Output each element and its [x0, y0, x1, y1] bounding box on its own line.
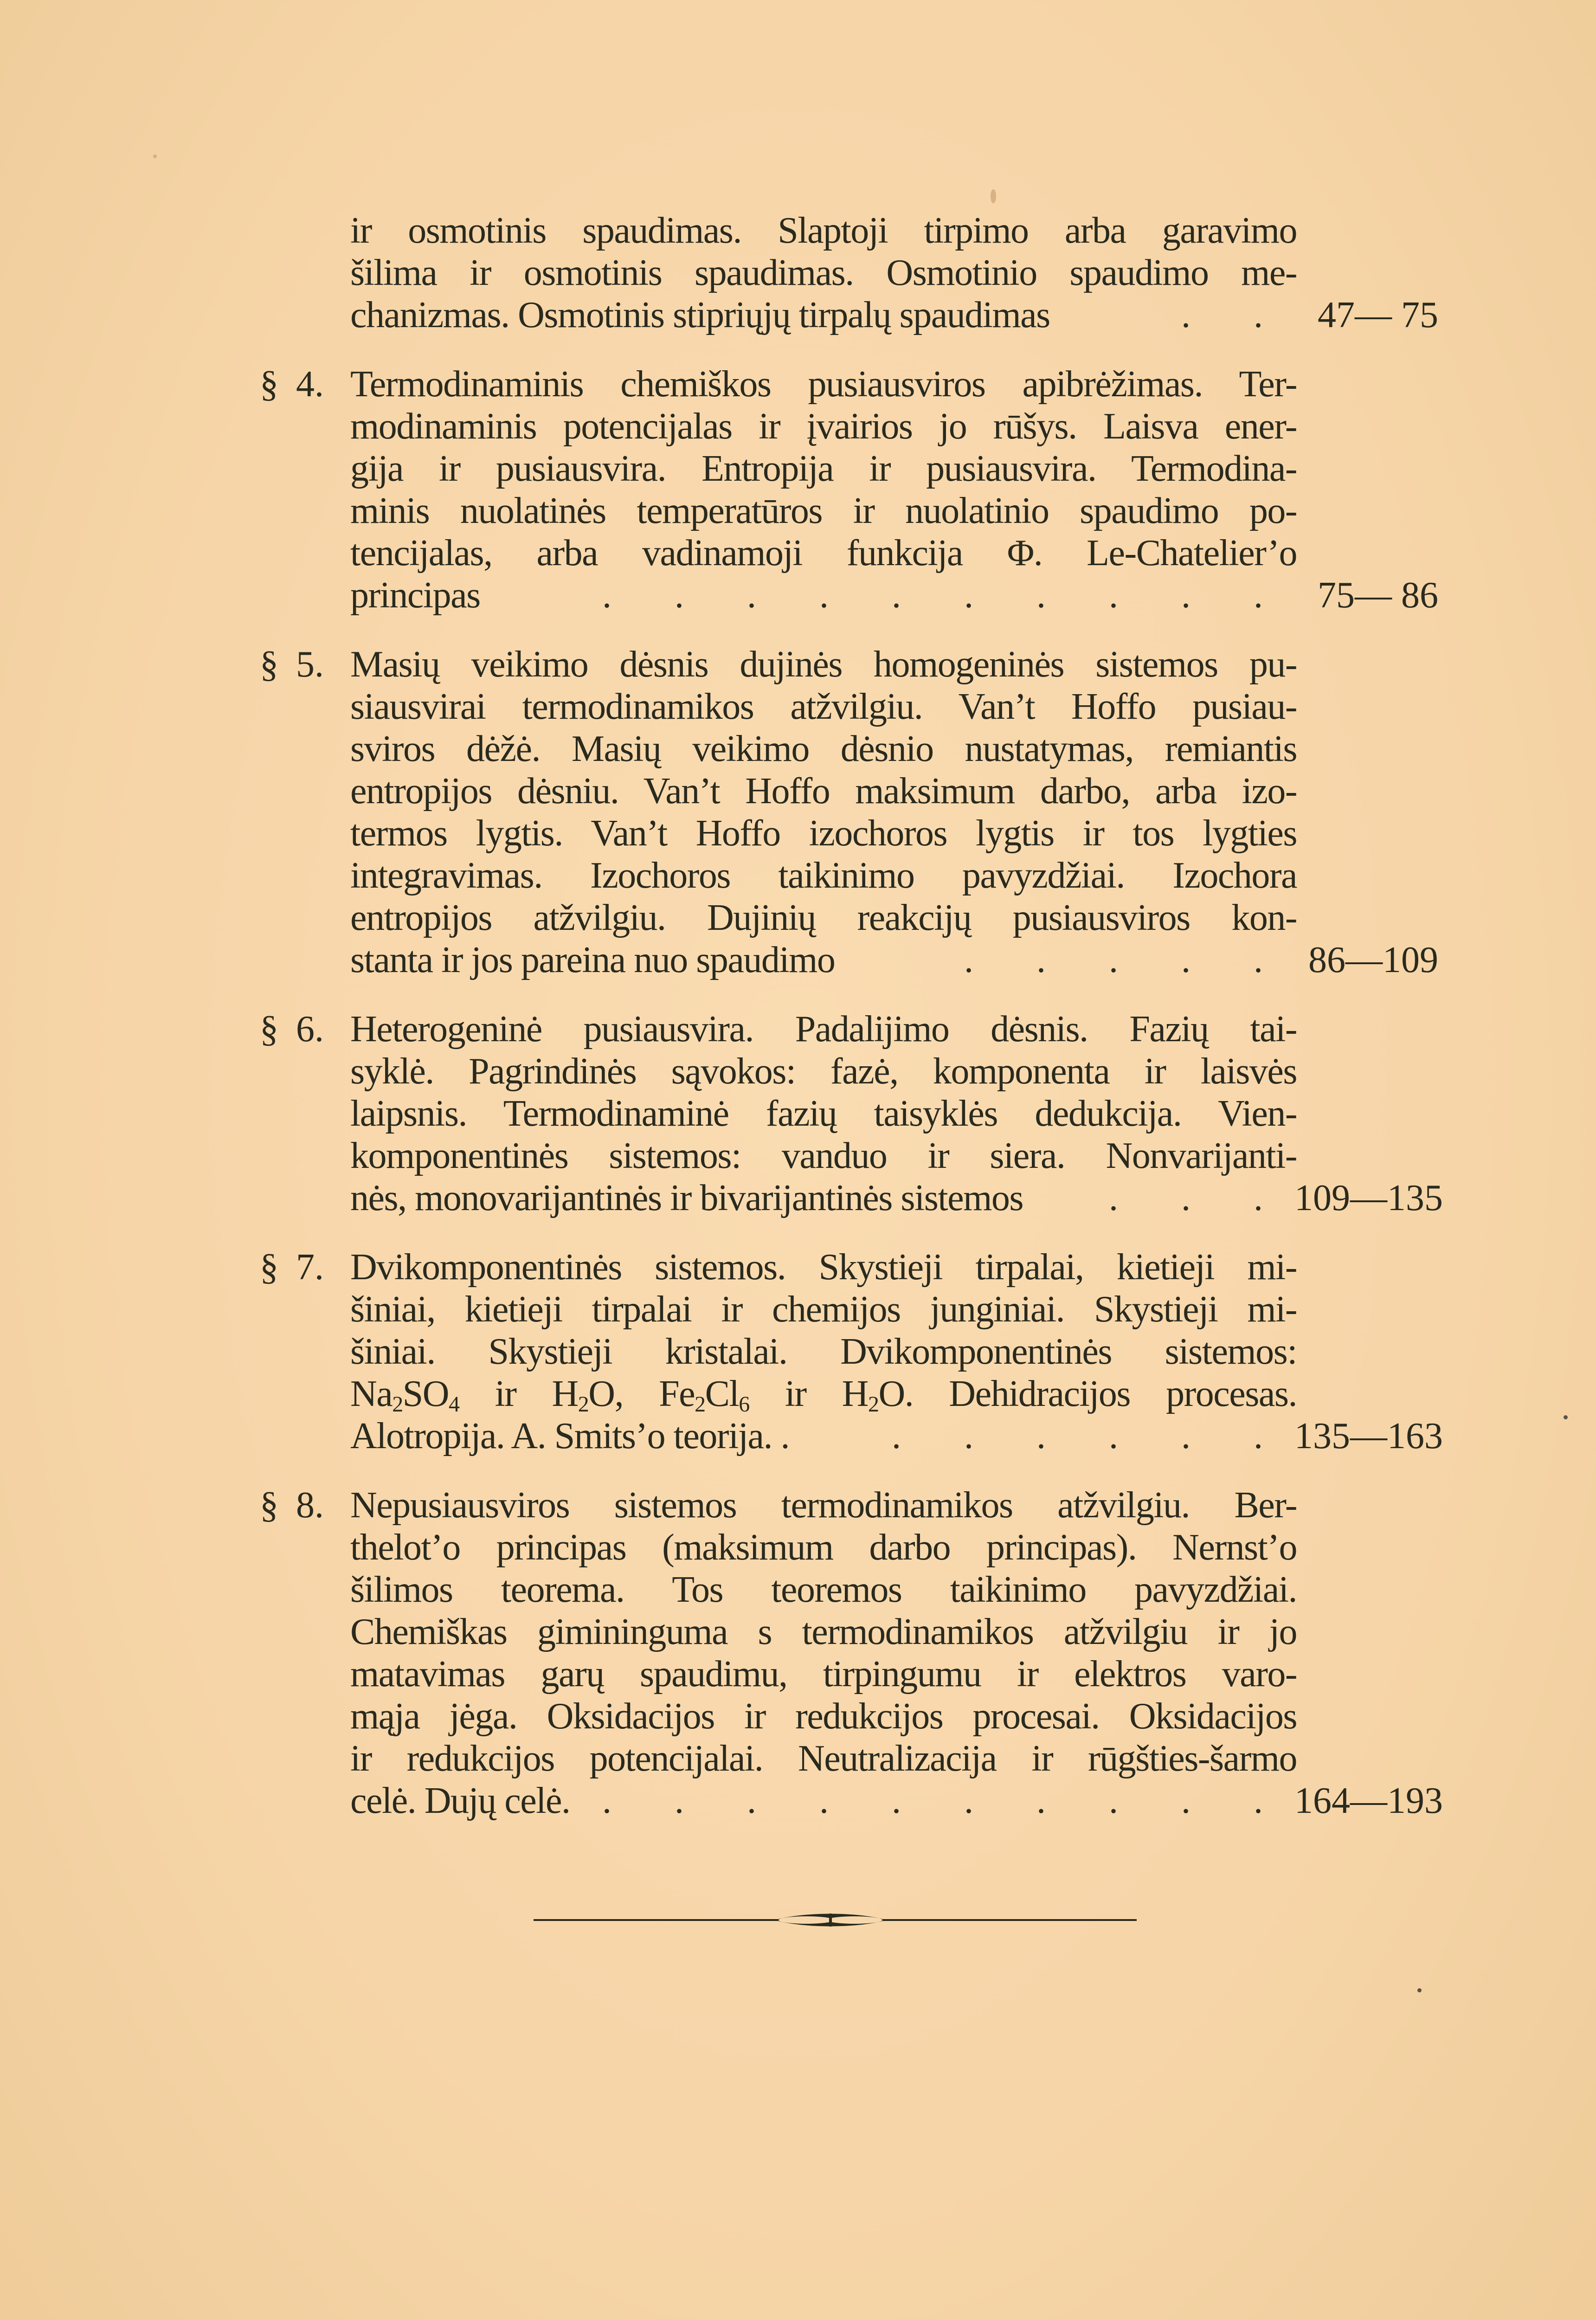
entry-last-line — [350, 294, 1438, 336]
section-symbol: § — [260, 364, 278, 405]
toc-entry-section-5 — [260, 644, 1438, 981]
paper-stain — [153, 155, 157, 158]
entry-line: syklė. Pagrindinės sąvokos: fazė, komponenta ir laisvės — [350, 1051, 1297, 1092]
leader-dots: . . . — [1109, 1178, 1290, 1218]
subscript: 2 — [695, 1392, 705, 1417]
section-symbol: § — [260, 644, 278, 685]
formula-text: ir H — [459, 1373, 578, 1414]
subscript: 2 — [578, 1392, 589, 1417]
entry-text — [350, 1008, 1443, 1219]
section-marker — [260, 644, 348, 686]
entry-line: integravimas. Izochoros taikinimo pavyzdžiai. Izochora — [350, 855, 1297, 896]
paper-stain — [991, 189, 996, 203]
section-number: 7. — [296, 1247, 324, 1288]
section-symbol: § — [260, 1009, 278, 1050]
entry-line: gija ir pusiausvira. Entropija ir pusiausvira. Termodina- — [350, 448, 1297, 489]
entry-last-line — [350, 1415, 1443, 1457]
entry-line: minis nuolatinės temperatūros ir nuolatinio spaudimo po- — [350, 490, 1297, 531]
entry-line: entropijos dėsniu. Van’t Hoffo maksimum darbo, arba izo- — [350, 771, 1297, 812]
entry-line: modinaminis potencijalas ir įvairios jo rūšys. Laisva ener- — [350, 406, 1297, 447]
entry-line: matavimas garų spaudimu, tirpingumu ir elektros varo- — [350, 1654, 1297, 1695]
toc-entry-section-8 — [260, 1484, 1443, 1822]
entry-last-line — [350, 1177, 1443, 1219]
entry-last-line — [350, 939, 1438, 981]
paper-stain — [1417, 1988, 1422, 1992]
subscript: 4 — [449, 1392, 459, 1417]
section-symbol: § — [260, 1485, 278, 1526]
table-of-contents — [260, 210, 1443, 1822]
entry-line-text: celė. Dujų celė. — [350, 1780, 570, 1821]
entry-line: ir redukcijos potencijalai. Neutralizacija ir rūgšties-šarmo — [350, 1738, 1297, 1779]
entry-last-line — [350, 574, 1438, 617]
formula-text: Na — [350, 1373, 393, 1414]
section-number: 6. — [296, 1009, 324, 1050]
entry-line: šilimos teorema. Tos teoremos taikinimo pavyzdžiai. — [350, 1569, 1297, 1610]
entry-line-text: nės, monovarijantinės ir bivarijantinės sistemos — [350, 1178, 1023, 1218]
section-number: 8. — [296, 1485, 324, 1526]
toc-entry-section-4 — [260, 363, 1438, 617]
entry-line-text: Alotropija. A. Smits’o teorija. . — [350, 1416, 789, 1456]
entry-line: tencijalas, arba vadinamoji funkcija Φ. Le-Chatelier’o — [350, 533, 1297, 574]
entry-text — [350, 1246, 1443, 1457]
entry-text — [350, 1484, 1443, 1822]
leader-dots: . . . . . . . . . . — [602, 575, 1290, 616]
formula-text: O. Dehidracijos procesas. — [878, 1373, 1297, 1414]
entry-last-line — [350, 1780, 1443, 1822]
section-marker — [260, 1008, 348, 1050]
entry-line: ir osmotinis spaudimas. Slaptoji tirpimo arba garavimo — [350, 210, 1297, 251]
toc-entry-section-7 — [260, 1246, 1443, 1457]
formula-text: SO — [402, 1373, 449, 1414]
entry-line: Heterogeninė pusiausvira. Padalijimo dėsnis. Fazių tai- — [350, 1009, 1297, 1050]
subscript: 2 — [392, 1392, 403, 1417]
entry-line: siausvirai termodinamikos atžvilgiu. Van’t Hoffo pusiau- — [350, 686, 1297, 727]
page-range: 109—135 — [1294, 1178, 1443, 1218]
toc-entry-section-6 — [260, 1008, 1443, 1219]
entry-line: mąja jėga. Oksidacijos ir redukcijos procesai. Oksidacijos — [350, 1696, 1297, 1737]
entry-line: thelot’o principas (maksimum darbo principas). Nernst’o — [350, 1527, 1297, 1568]
toc-entry-continuation — [260, 210, 1438, 336]
subscript: 2 — [868, 1392, 879, 1417]
entry-line-text: stanta ir jos pareina nuo spaudimo — [350, 940, 835, 980]
section-number: 4. — [296, 364, 324, 405]
formula-line — [350, 1373, 1297, 1415]
section-marker — [260, 1246, 348, 1289]
entry-text — [350, 644, 1438, 981]
leader-dots: . . . . . — [964, 940, 1290, 980]
formula-text: O, Fe — [588, 1373, 695, 1414]
section-symbol: § — [260, 1247, 278, 1288]
formula-text: Cl — [705, 1373, 739, 1414]
entry-line: Nepusiausviros sistemos termodinamikos atžvilgiu. Ber- — [350, 1485, 1297, 1526]
entry-text — [350, 210, 1438, 336]
entry-line: komponentinės sistemos: vanduo ir siera. Nonvarijanti- — [350, 1135, 1297, 1176]
section-marker — [260, 363, 348, 406]
paper-stain — [1564, 1415, 1568, 1419]
page-range: 164—193 — [1294, 1780, 1443, 1821]
entry-line-text: chanizmas. Osmotinis stipriųjų tirpalų spaudimas — [350, 295, 1050, 335]
leader-dots: . . . . . . — [892, 1416, 1290, 1456]
entry-line: entropijos atžvilgiu. Dujinių reakcijų pusiausviros kon- — [350, 897, 1297, 938]
entry-text — [350, 363, 1438, 617]
page-range: 135—163 — [1294, 1416, 1443, 1456]
entry-line: termos lygtis. Van’t Hoffo izochoros lygtis ir tos lygties — [350, 813, 1297, 854]
subscript: 6 — [739, 1392, 749, 1417]
page-range: 75— 86 — [1318, 575, 1438, 616]
section-number: 5. — [296, 644, 324, 685]
page-range: 86—109 — [1308, 940, 1438, 980]
entry-line: Dvikomponentinės sistemos. Skystieji tirpalai, kietieji mi- — [350, 1247, 1297, 1288]
entry-line: Termodinaminis chemiškos pusiausviros apibrėžimas. Ter- — [350, 364, 1297, 405]
page-range: 47— 75 — [1318, 295, 1438, 335]
entry-line: Masių veikimo dėsnis dujinės homogeninės sistemos pu- — [350, 644, 1297, 685]
leader-dots: . . . . . . . . . . — [602, 1780, 1290, 1821]
leader-dots: . . — [1181, 295, 1290, 335]
section-marker — [260, 1484, 348, 1527]
entry-line: Chemiškas gimininguma s termodinamikos atžvilgiu ir jo — [350, 1611, 1297, 1652]
decorative-rule-ornament — [534, 1911, 1137, 1929]
ornament-hollow-left — [779, 1916, 834, 1924]
entry-line: sviros dėžė. Masių veikimo dėsnio nustatymas, remiantis — [350, 728, 1297, 769]
entry-line: šiniai. Skystieji kristalai. Dvikomponentinės sistemos: — [350, 1331, 1297, 1372]
formula-text: ir H — [749, 1373, 868, 1414]
entry-line: laipsnis. Termodinaminė fazių taisyklės dedukcija. Vien- — [350, 1093, 1297, 1134]
entry-line-text: principas — [350, 575, 480, 616]
entry-line: šiniai, kietieji tirpalai ir chemijos junginiai. Skystieji mi- — [350, 1289, 1297, 1330]
entry-line: šilima ir osmotinis spaudimas. Osmotinio spaudimo me- — [350, 252, 1297, 293]
ornament-hollow-right — [827, 1916, 882, 1924]
